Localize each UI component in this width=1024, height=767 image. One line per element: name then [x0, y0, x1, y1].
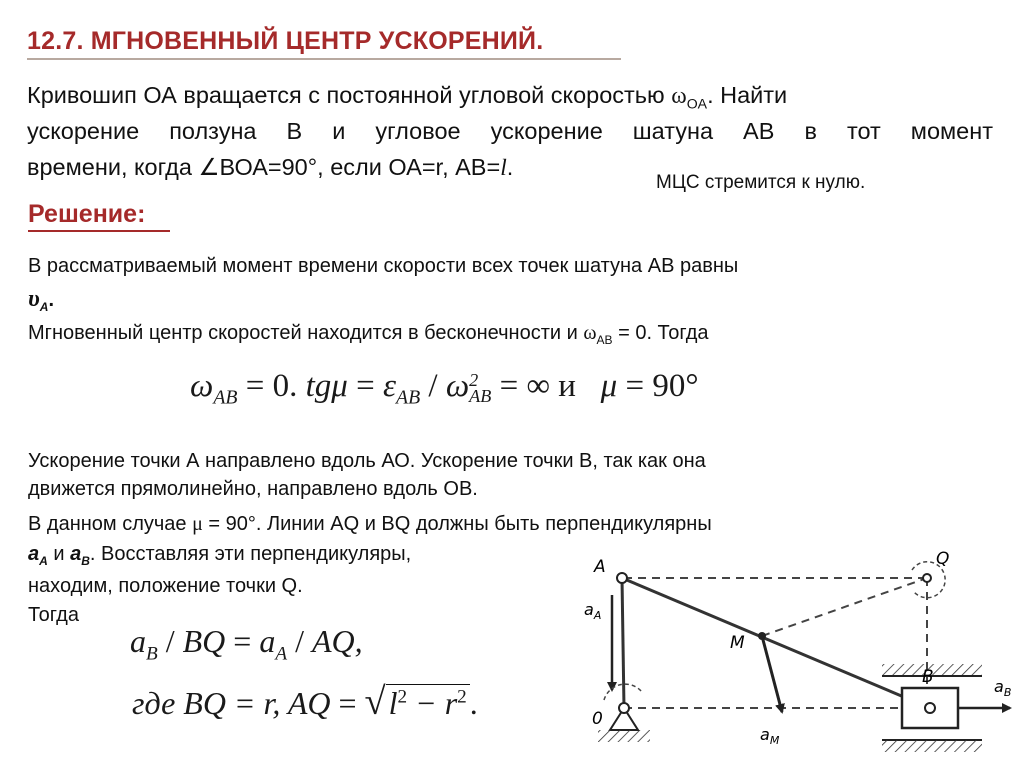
para4-line-4: Тогда [28, 604, 79, 626]
label-b: B [922, 667, 934, 687]
joint-a [617, 573, 627, 583]
para3-line-2: движется прямолинейно, направлено вдоль ОВ. [28, 478, 478, 500]
para1-line-1: В рассматриваемый момент времени скорости всех точек шатуна АВ равны [28, 255, 739, 277]
problem-line-1: Кривошип ОА вращается с постоянной угловой скоростью $\omega_{OA}$. Найти [27, 82, 788, 112]
note-text: МЦС стремится к нулю. [656, 172, 866, 193]
para4-line-3: находим, положение точки Q. [28, 575, 303, 597]
label-o: 0 [592, 709, 603, 729]
joint-o [619, 703, 629, 713]
label-a: A [594, 557, 606, 577]
angle-sign-icon: ∠ [198, 155, 220, 181]
para2-line: Мгновенный центр скоростей находится в бесконечности и $\omega_{AB} = 0$. Тогда [28, 322, 709, 347]
problem-line-3: времени, когда ∠ВОА=90°, если ОА=r, АВ=l. [27, 154, 514, 181]
guide-bottom-hatch [882, 740, 982, 752]
label-accel-a: $a_A$ [584, 600, 602, 622]
para3-line-1: Ускорение точки А направлено вдоль АО. Ускорение точки В, так как она [28, 450, 706, 472]
ground-o-hatch [598, 730, 650, 742]
sqrt-icon: √ [364, 681, 386, 723]
problem-line-2: ускорение ползуна В и угловое ускорение шатуна АВ в тот момент [27, 118, 993, 144]
mechanism-figure [562, 540, 1024, 767]
page-title: 12.7. МГНОВЕННЫЙ ЦЕНТР УСКОРЕНИЙ. [27, 27, 544, 55]
equation-2: $a_B$ / BQ = $a_A$ / AQ, [130, 623, 363, 665]
para4-line-2: $a_A$ и $a_B$. Восставляя эти перпендикуляры, [28, 543, 412, 568]
label-accel-m: $a_M$ [760, 725, 780, 747]
title-underline [27, 58, 621, 60]
point-m [758, 632, 766, 640]
label-m: M [730, 633, 745, 653]
solution-heading: Решение: [28, 200, 146, 228]
para4-line-1: В данном случае μ = 90°. Линии AQ и BQ должны быть перпендикулярны [28, 513, 712, 535]
equation-1: $\omega_{AB} = 0$. $tg\mu = \varepsilon_{AB} / \omega$ 2 AB = ∞ и μ = 90° [190, 368, 699, 409]
solution-underline [28, 230, 170, 232]
joint-b [925, 703, 935, 713]
crank-oa [622, 578, 624, 708]
point-q [923, 574, 931, 582]
equation-3: где BQ = r, AQ = $√l^2 - r^2$. [132, 681, 478, 723]
line-mq [762, 578, 927, 636]
label-q: Q [936, 549, 950, 569]
accel-m-arrow [762, 636, 782, 712]
para1-line-2: $\upsilon_A$. [28, 286, 54, 314]
label-accel-b: $a_B$ [994, 677, 1012, 699]
